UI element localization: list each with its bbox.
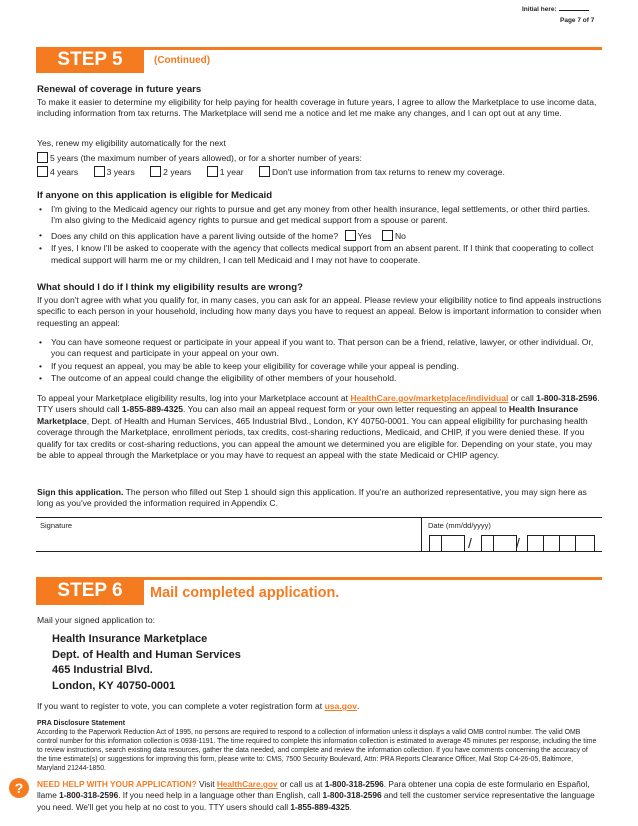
renew-4-years-checkbox[interactable] xyxy=(37,166,48,177)
date-slash-2: / xyxy=(516,535,520,551)
signature-field[interactable] xyxy=(36,517,422,552)
marketplace-appeal-link[interactable]: HealthCare.gov/marketplace/individual xyxy=(350,393,509,403)
address-line-2: Dept. of Health and Human Services xyxy=(52,648,241,661)
renew-2-years-label: 2 years xyxy=(163,167,192,177)
help-lead: NEED HELP WITH YOUR APPLICATION? xyxy=(37,779,197,789)
signature-label: Signature xyxy=(40,521,73,530)
no-label: No xyxy=(394,230,406,241)
step6-badge xyxy=(36,577,144,605)
no-renew-label: Don't use information from tax returns to renew my coverage. xyxy=(272,167,505,177)
initial-here-line[interactable] xyxy=(559,10,589,11)
renew-5-years-option[interactable] xyxy=(37,152,362,164)
page-number: Page 7 of 7 xyxy=(560,17,595,24)
appeal-him: Health Insurance Marketplace xyxy=(37,404,579,426)
step5-label: STEP 5 xyxy=(57,49,123,70)
pra-heading: PRA Disclosure Statement xyxy=(37,720,126,727)
mail-intro: Mail your signed application to: xyxy=(37,615,155,625)
renew-line: Yes, renew my eligibility automatically for the next xyxy=(37,138,226,148)
renew-3-years-checkbox[interactable] xyxy=(94,166,105,177)
renew-3-years-label: 3 years xyxy=(106,167,135,177)
renew-1-year-checkbox[interactable] xyxy=(207,166,218,177)
healthcare-gov-link[interactable]: HealthCare.gov xyxy=(216,779,278,789)
appeal-bullet-2: • If you request an appeal, you may be able to keep your eligibility for coverage while your appeal is pending. xyxy=(37,361,602,372)
voter-registration: If you want to register to vote, you can complete a voter registration form at usa.gov. xyxy=(37,701,360,711)
appeal-paragraph: If you don't agree with what you qualify for, in many cases, you can ask for an appeal. Please review your eligibility notice to find appeals instructions specific to each person in your household, including how many days you have to request an appeal. Below is important information to consider when requesting an appeal: xyxy=(37,295,602,328)
step5-badge xyxy=(36,47,144,73)
appeal-list xyxy=(37,337,602,385)
renew-2-years-checkbox[interactable] xyxy=(150,166,161,177)
step5-continued: (Continued) xyxy=(154,55,211,66)
pra-text: According to the Paperwork Reduction Act of 1995, no persons are required to respond to a collection of information unless it displays a valid OMB control number. The valid OMB control number for this information collection is 0938-1191. The time required to complete this information collection is estimated to average 45 minutes per response, including the time to review instructions, search existing data resources, gather the data needed, and complete and review the information collection. If you have comments concerning the accuracy of the time estimate(s) or suggestions for improving this form, please write to: CMS, 7500 Security Boulevard, Attn: PRA Reports Clearance Officer, Mail Stop C4-26-05, Baltimore, Maryland 21244-1850. xyxy=(37,729,597,772)
yes-label: Yes xyxy=(357,230,372,241)
usa-gov-link[interactable]: usa.gov xyxy=(324,701,358,711)
step6-label: STEP 6 xyxy=(57,580,123,601)
renew-5-years-label: 5 years (the maximum number of years allowed), or for a shorter number of years: xyxy=(50,153,362,163)
step6-rule xyxy=(144,577,602,580)
renew-4-years-label: 4 years xyxy=(50,167,79,177)
parent-outside-no-checkbox[interactable] xyxy=(382,230,393,241)
appeal-bullet-1: • You can have someone request or participate in your appeal if you want to. That person can be a friend, relative, lawyer, or other individual. Or, you can request and participate in your appeal on your own. xyxy=(37,337,602,360)
parent-outside-question: Does any child on this application have a parent living outside of the home? xyxy=(51,230,339,241)
medicaid-bullet-1: • I'm giving to the Medicaid agency our rights to pursue and get any money from other health insurance, legal settlements, or other third parties. I'm also giving to the Medicaid agency rights to pursue and get medical support from a spouse or parent. xyxy=(37,204,602,227)
appeal-tty-phone: 1-855-889-4325 xyxy=(121,404,184,415)
renewal-paragraph: To make it easier to determine my eligibility for help paying for health coverage in future years, I agree to allow the Marketplace to use income data, including information from tax returns. The Marketplace will send me a notice and let me make any changes, and I can opt out at any time. xyxy=(37,97,597,119)
appeal-bullet-3: • The outcome of an appeal could change the eligibility of other members of your household. xyxy=(37,373,602,384)
renew-1-year-label: 1 year xyxy=(219,167,244,177)
address-line-3: 465 Industrial Blvd. xyxy=(52,664,153,676)
step5-rule xyxy=(144,47,602,50)
help-icon: ? xyxy=(9,778,29,798)
appeal-instructions: To appeal your Marketplace eligibility results, log into your Marketplace account at HealthCare.gov/marketplace/individual or call 1-800-318-2596. TTY users should call 1-855-889-4325. You can also mail an appeal request form or your own letter requesting an appeal to Health Insurance Marketplace, Dept. of Health and Human Services, 465 Industrial Blvd., London, KY 40750-0001. You can appeal eligibility for purchasing health coverage through the Marketplace, enrollment periods, tax credits, cost-sharing reductions, Medicaid, and CHIP, if you were denied these. If you qualify for tax credits or cost-sharing reductions, you can appeal the amount we determined you are eligible for. Depending on your state, you may be able to appeal through the Marketplace or you may have to request an appeal with the state Medicaid or CHIP agency. xyxy=(37,393,600,461)
no-renew-checkbox[interactable] xyxy=(259,166,270,177)
date-day-input[interactable] xyxy=(481,535,517,552)
mail-address xyxy=(52,632,241,694)
renew-years-options xyxy=(37,166,617,178)
initial-here-label: Initial here: xyxy=(522,6,589,13)
address-line-4: London, KY 40750-0001 xyxy=(52,679,176,692)
sign-text: The person who filled out Step 1 should sign this application. If you're an authorized representative, you may sign here as long as you've provided the information required in Appendix C. xyxy=(37,487,587,509)
sign-lead: Sign this application. xyxy=(37,487,124,497)
address-line-1: Health Insurance Marketplace xyxy=(52,633,208,645)
date-slash-1: / xyxy=(468,535,472,551)
date-label: Date (mm/dd/yyyy) xyxy=(428,521,491,530)
medicaid-list xyxy=(37,204,602,266)
sign-instructions xyxy=(37,487,602,510)
date-year-input[interactable] xyxy=(527,535,595,552)
medicaid-bullet-2 xyxy=(37,230,602,242)
date-month-input[interactable] xyxy=(429,535,465,552)
renew-5-years-checkbox[interactable] xyxy=(37,152,48,163)
medicaid-heading: If anyone on this application is eligible for Medicaid xyxy=(37,190,273,201)
medicaid-bullet-3: • If yes, I know I'll be asked to cooperate with the agency that collects medical support from an absent parent. If I think that cooperating to collect medical support will harm me or my children, I can tell Medicaid and I may not have to cooperate. xyxy=(37,243,602,266)
appeal-heading: What should I do if I think my eligibility results are wrong? xyxy=(37,282,303,293)
parent-outside-yes-checkbox[interactable] xyxy=(345,230,356,241)
help-text: NEED HELP WITH YOUR APPLICATION? Visit HealthCare.gov or call us at 1-800-318-2596. Para obtener una copia de este formulario en Español, llame 1-800-318-2596. If you need help in a language other than English, call 1-800-318-2596 and tell the customer service representative the language you need. We'll get you help at no cost to you. TTY users should call 1-855-889-4325. xyxy=(37,779,595,812)
appeal-phone: 1-800-318-2596 xyxy=(536,393,598,403)
renewal-heading: Renewal of coverage in future years xyxy=(37,84,202,95)
step6-title: Mail completed application. xyxy=(150,585,340,601)
